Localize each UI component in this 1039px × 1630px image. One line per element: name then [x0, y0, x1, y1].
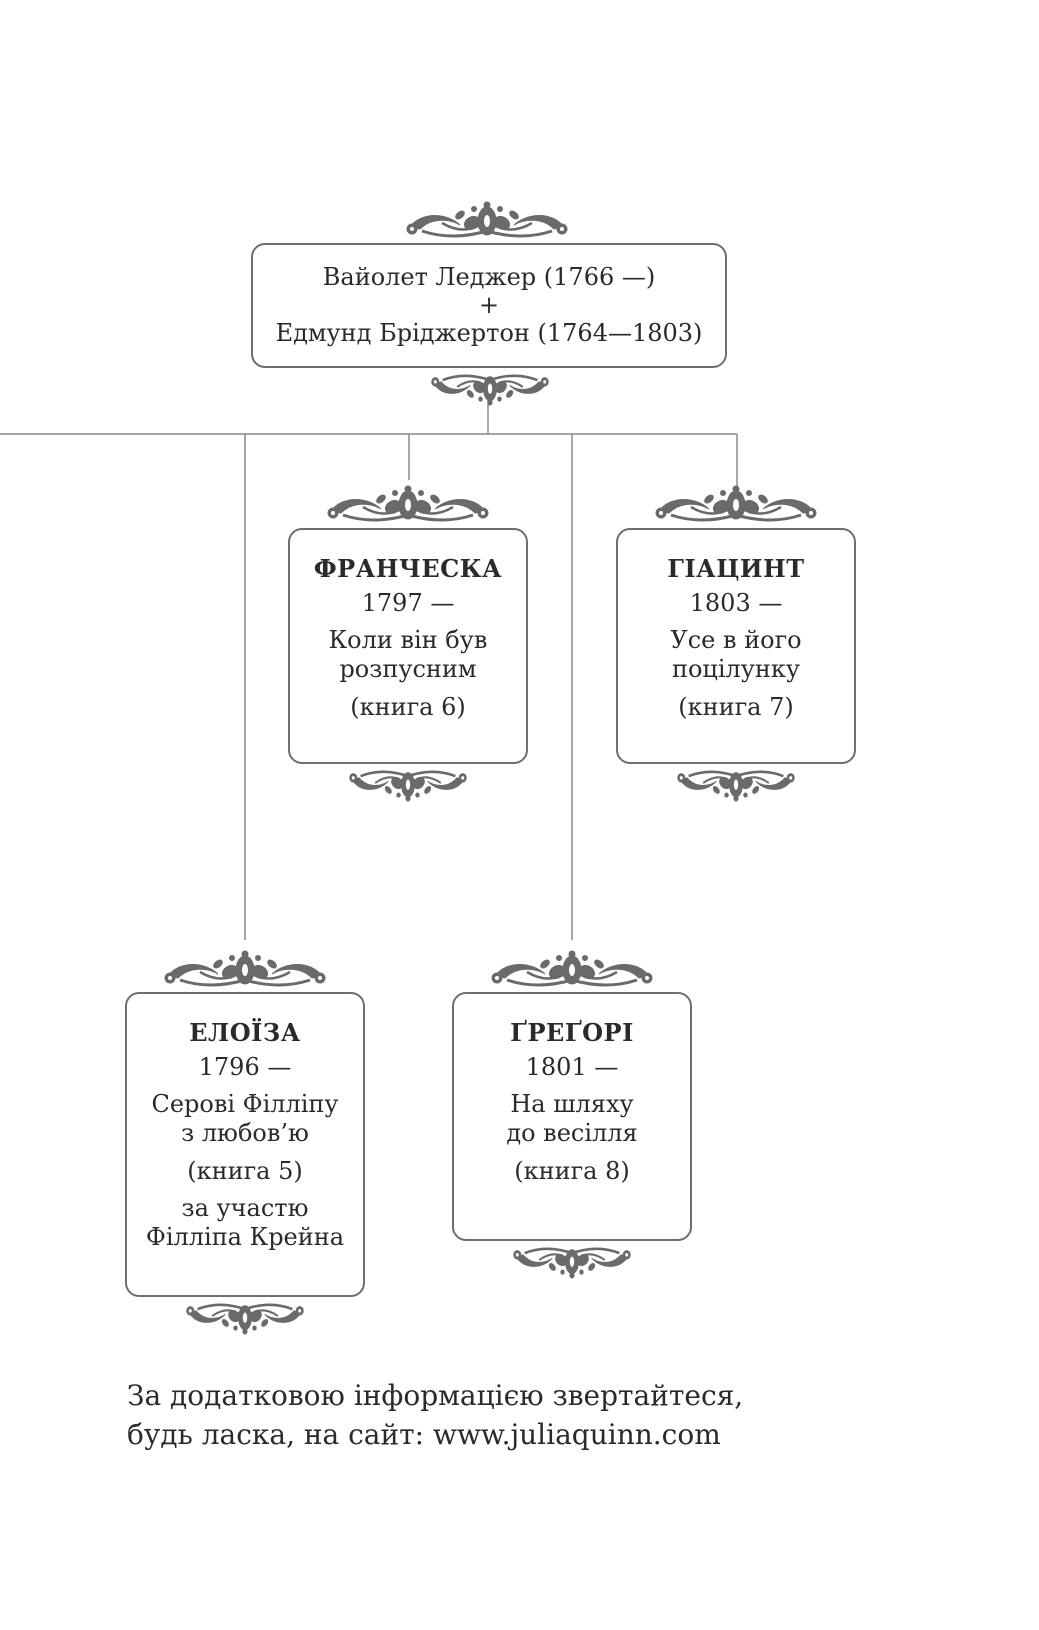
- note-line: Філліпа Крейна: [145, 1223, 345, 1251]
- ornament-eloise-top: [160, 950, 330, 994]
- mother-label: Вайолет Леджер (1766 —): [322, 263, 656, 291]
- book-number: (книга 6): [350, 693, 466, 721]
- child-years: 1801 —: [525, 1053, 619, 1081]
- ornament-parents-top: [402, 201, 572, 245]
- book-title-line: Серові Філліпу: [151, 1090, 339, 1118]
- child-name: ФРАНЧЕСКА: [313, 554, 503, 583]
- book-title-line: з любов’ю: [181, 1119, 309, 1147]
- child-box-francesca: [288, 528, 528, 764]
- parents-box: [251, 243, 727, 368]
- child-box-eloise: [125, 992, 365, 1297]
- child-box-gregory: [452, 992, 692, 1241]
- ornament-hyacinth-top: [651, 485, 821, 529]
- book-title-line: Усе в його: [670, 626, 802, 654]
- child-box-hyacinth: [616, 528, 856, 764]
- footer-line-website: будь ласка, на сайт: www.juliaquinn.com: [127, 1418, 721, 1451]
- ornament-eloise-bottom: [183, 1297, 307, 1335]
- ornament-parents-bottom: [428, 368, 552, 406]
- footer-note: [127, 1376, 743, 1454]
- ornament-gregory-top: [487, 950, 657, 994]
- book-number: (книга 8): [514, 1157, 630, 1185]
- child-name: ЕЛОЇЗА: [189, 1018, 301, 1047]
- child-name: ҐРЕҐОРІ: [510, 1018, 634, 1047]
- child-name: ГІАЦИНТ: [667, 554, 805, 583]
- father-label: Едмунд Бріджертон (1764—1803): [275, 319, 703, 347]
- book-title-line: до весілля: [506, 1119, 638, 1147]
- child-years: 1803 —: [689, 589, 783, 617]
- ornament-hyacinth-bottom: [674, 764, 798, 802]
- footer-line: За додатковою інформацією звертайтеся,: [127, 1379, 744, 1412]
- book-title-line: Коли він був: [328, 626, 488, 654]
- note-line: за участю: [181, 1194, 309, 1222]
- ornament-gregory-bottom: [510, 1241, 634, 1279]
- book-title-line: розпусним: [339, 655, 477, 683]
- book-title-line: На шляху: [510, 1090, 634, 1118]
- child-years: 1797 —: [361, 589, 455, 617]
- book-title-line: поцілунку: [671, 655, 801, 683]
- ornament-francesca-top: [323, 485, 493, 529]
- plus-sign: +: [478, 291, 500, 319]
- ornament-francesca-bottom: [346, 764, 470, 802]
- book-number: (книга 5): [187, 1157, 303, 1185]
- child-years: 1796 —: [198, 1053, 292, 1081]
- book-number: (книга 7): [678, 693, 794, 721]
